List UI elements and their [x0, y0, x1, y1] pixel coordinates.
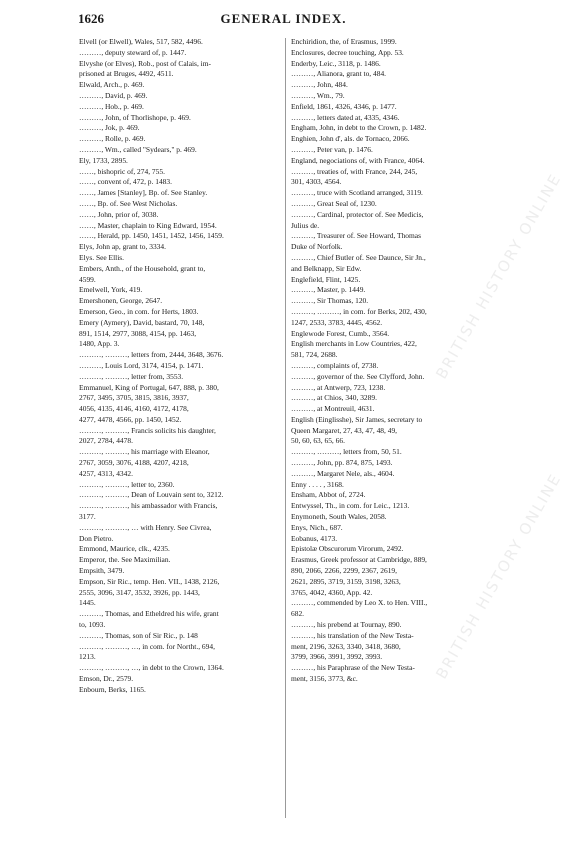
- index-entry: ……, Bp. of. See West Nicholas.: [79, 198, 178, 208]
- watermark: BRITISH HISTORY ONLINE: [431, 470, 565, 682]
- index-entry: 3799, 3966, 3991, 3992, 3993.: [291, 652, 383, 662]
- index-entry: ………, ………, his ambassador with Francis,: [79, 501, 218, 511]
- column-divider: [285, 38, 286, 818]
- index-entry: Entwyssel, Th., in com. for Leic., 1213.: [291, 501, 410, 511]
- index-entry: 4277, 4478, 4566, pp. 1450, 1452.: [79, 414, 182, 424]
- index-column-right: [291, 37, 495, 685]
- index-entry: ment, 2196, 3263, 3340, 3418, 3680,: [291, 641, 401, 651]
- index-entry: ………, truce with Scotland arranged, 3119.: [291, 188, 423, 198]
- index-entry: 3765, 4042, 4360, App. 42.: [291, 587, 373, 597]
- index-entry: Enbourn, Berks, 1165.: [79, 684, 146, 694]
- index-entry: ………, Peter van, p. 1476.: [291, 144, 373, 154]
- index-entry: ………, deputy steward of, p. 1447.: [79, 47, 187, 57]
- index-entry: Elwald, Arch., p. 469.: [79, 80, 145, 90]
- index-entry: Duke of Norfolk.: [291, 242, 343, 252]
- index-entry: prisoned at Bruges, 4492, 4511.: [79, 69, 174, 79]
- index-entry: ………, John, pp. 874, 875, 1493.: [291, 458, 393, 468]
- index-entry: ………, Great Seal of, 1230.: [291, 198, 377, 208]
- index-entry: ………, Jok, p. 469.: [79, 123, 140, 133]
- index-entry: ………, governor of the. See Clyfford, John.: [291, 371, 425, 381]
- index-entry: 2767, 3495, 3705, 3815, 3816, 3937,: [79, 393, 189, 403]
- index-entry: Emperor, the. See Maximilian.: [79, 555, 171, 565]
- index-entry: ………, Alianora, grant to, 484.: [291, 69, 387, 79]
- index-entry: Ely, 1733, 2895.: [79, 155, 128, 165]
- page-number: 1626: [78, 11, 104, 26]
- index-entry: ………, ………, …, in com. for Northt., 694,: [79, 641, 215, 651]
- index-entry: England, negociations of, with France, 4064.: [291, 155, 425, 165]
- index-entry: ………, at Montreuil, 4631.: [291, 404, 375, 414]
- index-entry: Emershonen, George, 2647.: [79, 296, 163, 306]
- watermark: BRITISH HISTORY ONLINE: [431, 170, 565, 382]
- index-entry: ………, Master, p. 1449.: [291, 285, 366, 295]
- index-entry: Enghien, John d', als. de Tornaco, 2066.: [291, 134, 410, 144]
- index-entry: Empsith, 3479.: [79, 566, 125, 576]
- index-entry: Elys. See Ellis.: [79, 252, 125, 262]
- index-entry: ………, Louis Lord, 3174, 4154, p. 1471.: [79, 360, 204, 370]
- index-entry: Ensham, Abbot of, 2724.: [291, 490, 366, 500]
- index-entry: ………, commended by Leo X. to Hen. VIII.,: [291, 598, 428, 608]
- index-entry: ………, at Antwerp, 723, 1238.: [291, 382, 386, 392]
- index-entry: Enchiridion, the, of Erasmus, 1999.: [291, 37, 397, 46]
- index-entry: ……, bishopric of, 274, 755.: [79, 166, 165, 176]
- index-entry: 4257, 4313, 4342.: [79, 468, 133, 478]
- index-entry: Elys, John ap, grant to, 3334.: [79, 242, 166, 252]
- index-entry: ………, Hob., p. 469.: [79, 101, 144, 111]
- index-entry: Enclosures, decree touching, App. 53.: [291, 47, 404, 57]
- index-entry: Enymoneth, South Wales, 2058.: [291, 512, 387, 522]
- index-entry: 1213.: [79, 652, 96, 662]
- index-column-left: [79, 37, 279, 696]
- index-entry: ………, Sir Thomas, 120.: [291, 296, 369, 306]
- index-entry: Elvyshe (or Elves), Rob., post of Calais, im-: [79, 58, 211, 68]
- index-entry: 1247, 2533, 3783, 4445, 4562.: [291, 317, 383, 327]
- index-entry: Don Pietro.: [79, 533, 114, 543]
- index-entry: 301, 4303, 4564.: [291, 177, 342, 187]
- index-entry: Eobanus, 4173.: [291, 533, 338, 543]
- index-entry: ………, ………, in com. for Berks, 202, 430,: [291, 306, 427, 316]
- index-entry: and Belknapp, Sir Edw.: [291, 263, 362, 273]
- index-entry: Emson, Dr., 2579.: [79, 674, 134, 684]
- index-entry: ment, 3156, 3773, &c.: [291, 674, 358, 684]
- index-entry: Emelwell, York, 419.: [79, 285, 143, 295]
- index-entry: Queen Margaret, 27, 43, 47, 48, 49,: [291, 425, 398, 435]
- index-entry: ………, Thomas, son of Sir Ric., p. 148: [79, 630, 198, 640]
- index-entry: Englefield, Flint, 1425.: [291, 274, 361, 284]
- index-entry: Enfield, 1861, 4326, 4346, p. 1477.: [291, 101, 397, 111]
- index-entry: ……, James [Stanley], Bp. of. See Stanley.: [79, 188, 208, 198]
- index-entry: 50, 60, 63, 65, 66.: [291, 436, 345, 446]
- index-entry: 2027, 2784, 4478.: [79, 436, 133, 446]
- index-entry: 3177.: [79, 512, 96, 522]
- index-entry: ………, ………, Francis solicits his daughter,: [79, 425, 216, 435]
- index-entry: ………, ………, letters from, 2444, 3648, 3676.: [79, 350, 224, 360]
- index-entry: English merchants in Low Countries, 422,: [291, 339, 417, 349]
- index-entry: ………, Rolle, p. 469.: [79, 134, 146, 144]
- index-entry: 1445.: [79, 598, 96, 608]
- index-entry: ………, Thomas, and Etheldred his wife, grant: [79, 609, 219, 619]
- index-entry: Enny . . . . , 3168.: [291, 479, 344, 489]
- index-entry: ……, convent of, 472, p. 1483.: [79, 177, 172, 187]
- index-entry: ………, ………, … with Henry. See Civrea,: [79, 522, 212, 532]
- index-entry: ………, letters dated at, 4335, 4346.: [291, 112, 400, 122]
- index-entry: ………, complaints of, 2738.: [291, 360, 379, 370]
- index-entry: 2621, 2895, 3719, 3159, 3198, 3263,: [291, 576, 401, 586]
- index-entry: ………, ………, letter from, 3553.: [79, 371, 184, 381]
- index-entry: ………, David, p. 469.: [79, 90, 148, 100]
- index-entry: ………, ………, letters from, 50, 51.: [291, 447, 402, 457]
- index-entry: 682.: [291, 609, 305, 619]
- index-entry: ………, John, of Thorlishope, p. 469.: [79, 112, 191, 122]
- index-entry: Enys, Nich., 687.: [291, 522, 343, 532]
- index-entry: 4599.: [79, 274, 96, 284]
- index-entry: to, 1093.: [79, 620, 106, 630]
- index-entry: Empson, Sir Ric., temp. Hen. VII., 1438, 2126,: [79, 576, 220, 586]
- index-entry: 891, 1514, 2977, 3088, 4154, pp. 1463,: [79, 328, 197, 338]
- index-entry: Emmanuel, King of Portugal, 647, 888, p. 380,: [79, 382, 219, 392]
- index-entry: 890, 2066, 2266, 2299, 2367, 2619,: [291, 566, 397, 576]
- index-entry: ………, his Paraphrase of the New Testa-: [291, 663, 415, 673]
- index-entry: Elvell (or Elwell), Wales, 517, 582, 4496.: [79, 37, 203, 46]
- index-entry: 581, 724, 2688.: [291, 350, 338, 360]
- index-entry: ………, at Chios, 340, 3289.: [291, 393, 377, 403]
- index-entry: ………, Margaret Nele, als., 4604.: [291, 468, 395, 478]
- index-entry: ………, his prebend at Tournay, 890.: [291, 620, 402, 630]
- index-entry: Emmond, Maurice, clk., 4235.: [79, 544, 170, 554]
- index-entry: Embers, Anth., of the Household, grant to,: [79, 263, 206, 273]
- index-entry: Engham, John, in debt to the Crown, p. 1482.: [291, 123, 427, 133]
- index-entry: ………, ………, letter to, 2360.: [79, 479, 175, 489]
- page-title: GENERAL INDEX.: [220, 11, 347, 26]
- index-entry: Englewode Forest, Cumb., 3564.: [291, 328, 390, 338]
- index-entry: Emerson, Geo., in com. for Herts, 1803.: [79, 306, 199, 316]
- index-entry: ……, John, prior of, 3038.: [79, 209, 159, 219]
- index-entry: ………, Wm., 79.: [291, 90, 345, 100]
- index-entry: Julius de.: [291, 220, 320, 230]
- index-entry: Enderby, Leic., 3118, p. 1486.: [291, 58, 381, 68]
- index-entry: ………, John, 484.: [291, 80, 348, 90]
- index-entry: Erasmus, Greek professor at Cambridge, 889,: [291, 555, 427, 565]
- index-entry: ………, treaties of, with France, 244, 245,: [291, 166, 418, 176]
- index-entry: ………, ………, his marriage with Eleanor,: [79, 447, 210, 457]
- index-entry: Epistolæ Obscurorum Virorum, 2492.: [291, 544, 404, 554]
- index-entry: ………, Chief Butler of. See Daunce, Sir Jn.,: [291, 252, 426, 262]
- index-entry: ………, Cardinal, protector of. See Medicis,: [291, 209, 424, 219]
- index-entry: Emery (Aymery), David, bastard, 70, 148,: [79, 317, 205, 327]
- index-entry: English (Einglisshe), Sir James, secretary to: [291, 414, 423, 424]
- index-entry: ………, Wm., called "Sydears," p. 469.: [79, 144, 197, 154]
- index-entry: ……, Herald, pp. 1450, 1451, 1452, 1456, 1459.: [79, 231, 224, 241]
- index-entry: 4056, 4135, 4146, 4160, 4172, 4178,: [79, 404, 189, 414]
- index-entry: ………, his translation of the New Testa-: [291, 630, 414, 640]
- index-entry: ………, ………, Dean of Louvain sent to, 3212.: [79, 490, 224, 500]
- index-entry: 2555, 3096, 3147, 3532, 3926, pp. 1443,: [79, 587, 200, 597]
- index-entry: ………, Treasurer of. See Howard, Thomas: [291, 231, 421, 241]
- index-entry: ……, Master, chaplain to King Edward, 1954.: [79, 220, 217, 230]
- index-entry: 2767, 3059, 3076, 4188, 4207, 4218,: [79, 458, 189, 468]
- index-entry: ………, ………, …, in debt to the Crown, 1364.: [79, 663, 224, 673]
- index-entry: 1480, App. 3.: [79, 339, 120, 349]
